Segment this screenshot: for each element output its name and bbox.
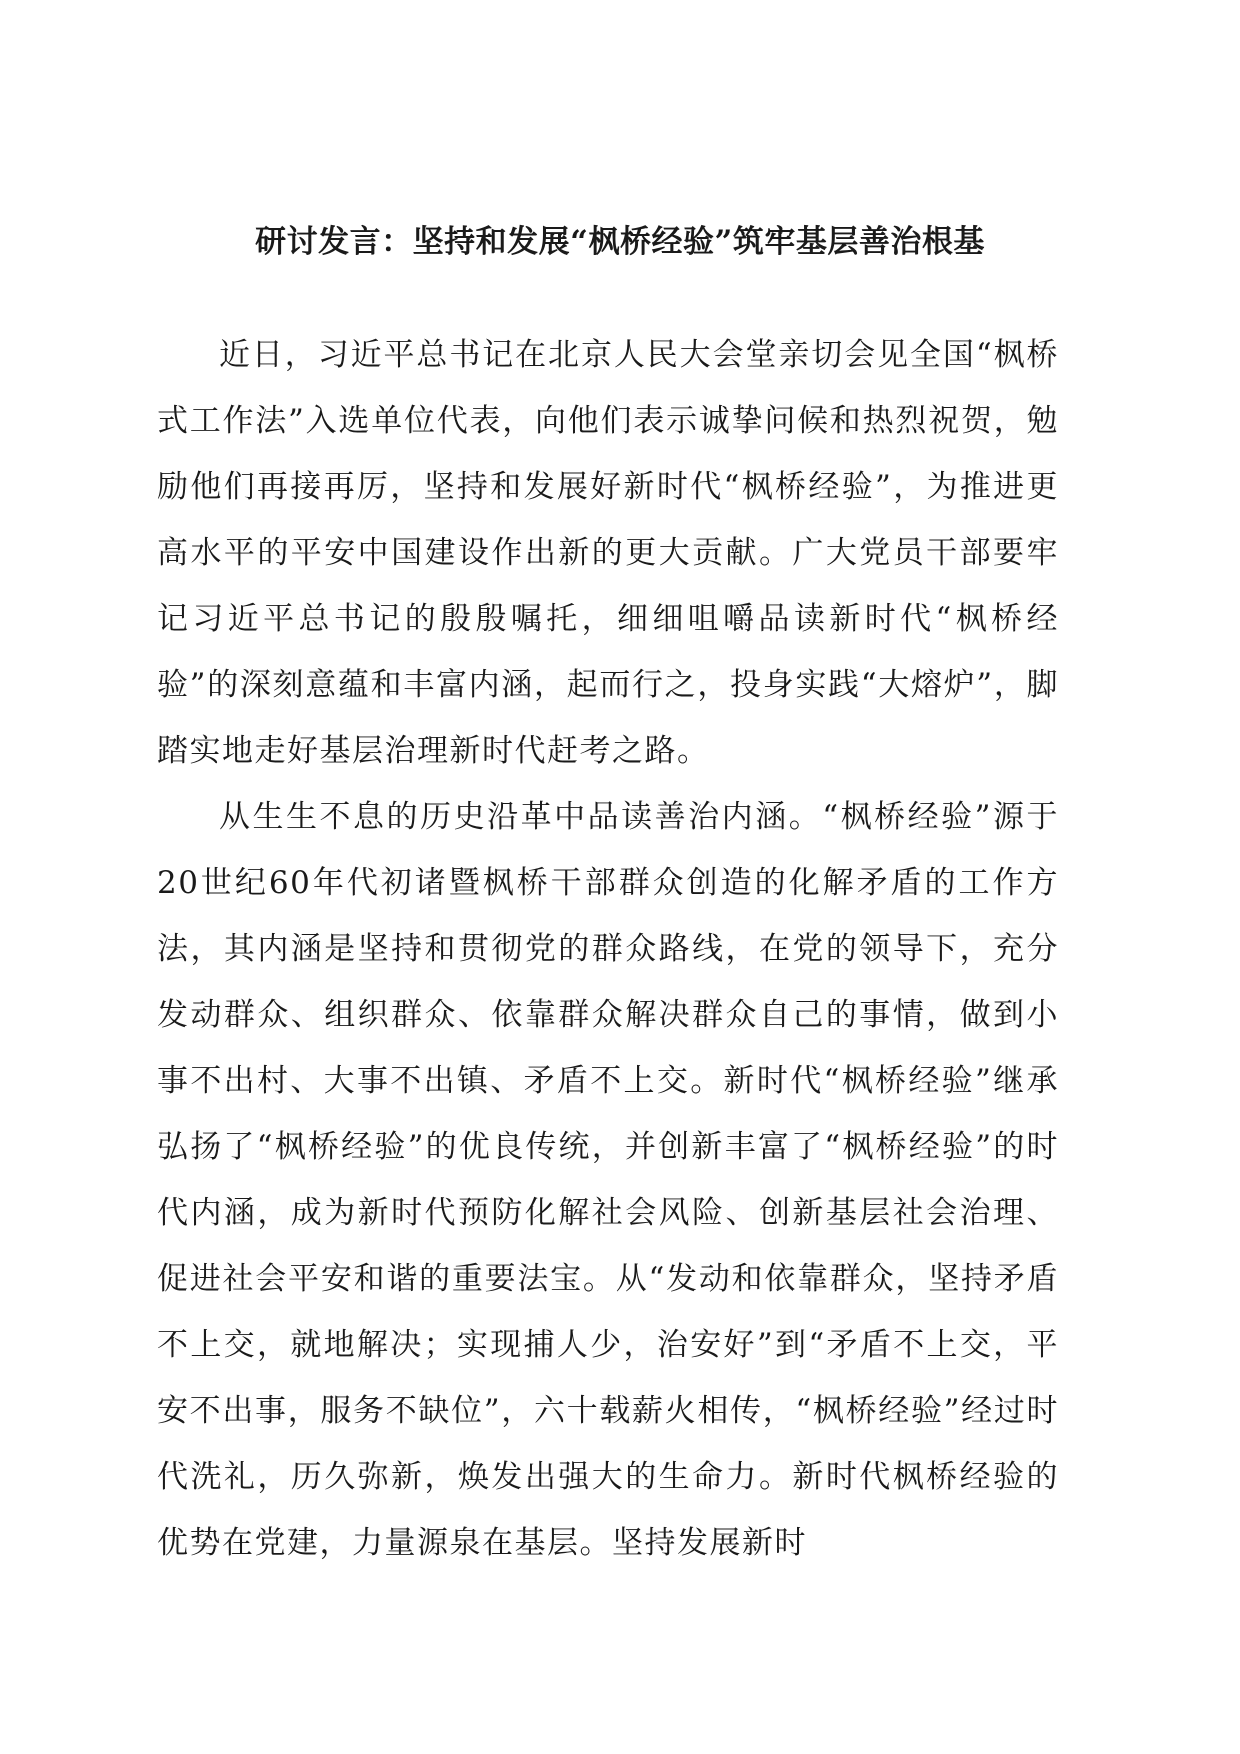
paragraph-1: 近日，习近平总书记在北京人民大会堂亲切会见全国“枫桥式工作法”入选单位代表，向他们表示诚挚问候和热烈祝贺，勉励他们再接再厉，坚持和发展好新时代“枫桥经验”，为推进更高水平的平安中国建设作出新的更大贡献。广大党员干部要牢记习近平总书记的殷殷嘱托，细细咀嚼品读新时代“枫桥经验”的深刻意蕴和丰富内涵，起而行之，投身实践“大熔炉”，脚踏实地走好基层治理新时代赶考之路。 — [157, 337, 1059, 769]
document-body — [157, 322, 1059, 1576]
document-title: 研讨发言：坚持和发展“枫桥经验”筑牢基层善治根基 — [255, 224, 985, 260]
paragraph-2: 从生生不息的历史沿革中品读善治内涵。“枫桥经验”源于20世纪60年代初诸暨枫桥干部群众创造的化解矛盾的工作方法，其内涵是坚持和贯彻党的群众路线，在党的领导下，充分发动群众、组织群众、依靠群众解决群众自己的事情，做到小事不出村、大事不出镇、矛盾不上交。新时代“枫桥经验”继承弘扬了“枫桥经验”的优良传统，并创新丰富了“枫桥经验”的时代内涵，成为新时代预防化解社会风险、创新基层社会治理、促进社会平安和谐的重要法宝。从“发动和依靠群众，坚持矛盾不上交，就地解决；实现捕人少，治安好”到“矛盾不上交，平安不出事，服务不缺位”，六十载薪火相传，“枫桥经验”经过时代洗礼，历久弥新，焕发出强大的生命力。新时代枫桥经验的优势在党建，力量源泉在基层。坚持发展新时 — [157, 799, 1059, 1561]
